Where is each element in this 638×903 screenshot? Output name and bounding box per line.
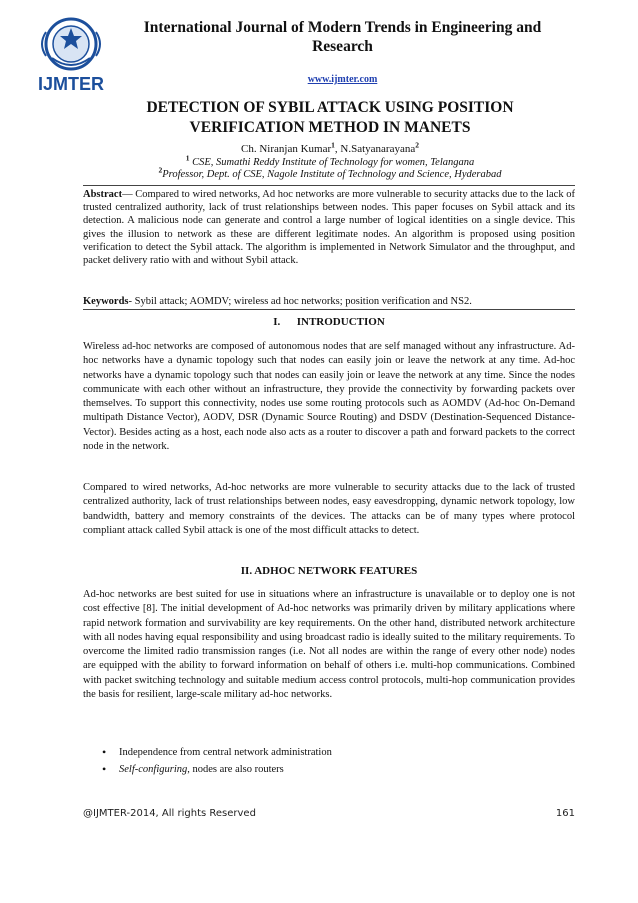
affiliation-2 <box>80 165 580 180</box>
feature-list <box>100 744 570 778</box>
bullet-1-text: Independence from central network administration <box>119 747 332 758</box>
logo-emblem-icon <box>30 14 112 94</box>
section-2-heading: II. ADHOC NETWORK FEATURES <box>240 565 418 577</box>
keywords <box>83 295 575 308</box>
author-2-sup: 2 <box>415 140 419 150</box>
keywords-text: - Sybil attack; AOMDV; wireless ad hoc networks; position verification and NS2. <box>128 296 472 307</box>
keywords-label: Keywords <box>83 296 129 307</box>
section-2-paragraph-1: Ad-hoc networks are best suited for use in situations where an infrastructure is unavailable or to deploy one is not cost effective [8]. The initial development of Ad-hoc networks was primarily driven by military applications where rapid network formation and survivability are key requirements. On the other hand, distributed network architecture with all nodes having equal responsibility and using broadcast radio is ideally suited to the military requirements. To overcome the limited radio transmission ranges (i.e. Not all nodes are within the range of every other node) nodes are equipped with the ability to forward information on behalf of others i.e. multi-hop communications. Combined with packet switching technology and suitable medium access control protocols, multi-hop communication provides the basis for resilient, large-scale military ad-hoc networks. <box>83 589 575 701</box>
logo-text: IJMTER <box>37 74 105 94</box>
abstract <box>83 188 575 267</box>
bullet-2-emphasis: Self-configuring <box>119 764 188 775</box>
journal-url[interactable]: www.ijmter.com <box>307 74 378 85</box>
abstract-text: — Compared to wired networks, Ad hoc networks are more vulnerable to security attacks due to the lack of trusted centralized authority, lack of trust relationships between nodes. This paper focuses on Sybil attack and its detection. A malicious node can generate and control a large number of logical identities on a single device. This gives the illusion to network as these are different legitimate nodes. An algorithm is proposed using position verification to detect the Sybil attack. The algorithm is implemented in Network Simulator and the throughput, and packet delivery ratio with and without Sybil attack. <box>83 189 575 267</box>
section-1-heading: I. INTRODUCTION <box>273 316 385 328</box>
footer-copyright: @IJMTER-2014, All rights Reserved <box>83 808 256 819</box>
affiliation-1-num: 1 <box>185 153 190 163</box>
affiliation-2-num: 2 <box>158 165 163 175</box>
affiliation-2-text: Professor, Dept. of CSE, Nagole Institute of Technology and Science, Hyderabad <box>162 169 502 180</box>
section-1-paragraph-1: Wireless ad-hoc networks are composed of autonomous nodes that are self managed without any infrastructure. Ad-hoc networks have a dynamic topology such that nodes can easily join or leave the network at any time. Ad-hoc networks have a dynamic topology such that nodes can easily join or leave the network at any time. Since the nodes communicate with each other without an infrastructure, they provide the connectivity by forwarding packets over themselves. To support this connectivity, nodes use some routing protocols such as AOMDV (Ad-hoc On-Demand multipath Distance Vector), AODV, DSR (Dynamic Source Routing) and DSDV (Destination-Sequenced Distance-Vector). Besides acting as a host, each node also acts as a router to discover a path and forward packets to the correct node in the network. <box>83 341 575 453</box>
author-2: N.Satyanarayana <box>340 143 416 155</box>
paper-title: DETECTION OF SYBIL ATTACK USING POSITION VERIFICATION METHOD IN MANETS <box>146 99 514 136</box>
page-number: 161 <box>555 808 575 819</box>
affiliation-1 <box>80 153 580 168</box>
author-1-sup: 1 <box>331 140 335 150</box>
bullet-2-text: , nodes are also routers <box>187 764 284 775</box>
affiliation-1-text: CSE, Sumathi Reddy Institute of Technology for women, Telangana <box>192 157 475 168</box>
journal-logo <box>30 14 112 94</box>
keywords-bottom-rule <box>83 309 575 310</box>
section-1-paragraph-2: Compared to wired networks, Ad-hoc networks are more vulnerable to security attacks due to the lack of trusted centralized authority, lack of trust relationships between nodes, easy eavesdropping, dynamic network topology, low bandwidth, battery and memory constraints of the devices. The attacks can be of many types where protocol compliant attack called Sybil attack is one of the most difficult attacks to detect. <box>83 482 575 536</box>
journal-title: International Journal of Modern Trends in Engineering and Research <box>143 19 542 55</box>
abstract-top-rule <box>83 185 575 186</box>
page-footer <box>83 808 575 819</box>
authors-line <box>100 140 560 155</box>
author-separator: , <box>334 143 341 155</box>
author-1: Ch. Niranjan Kumar <box>241 143 332 155</box>
list-item <box>100 744 570 761</box>
abstract-label: Abstract <box>83 189 123 200</box>
list-item <box>100 761 570 778</box>
